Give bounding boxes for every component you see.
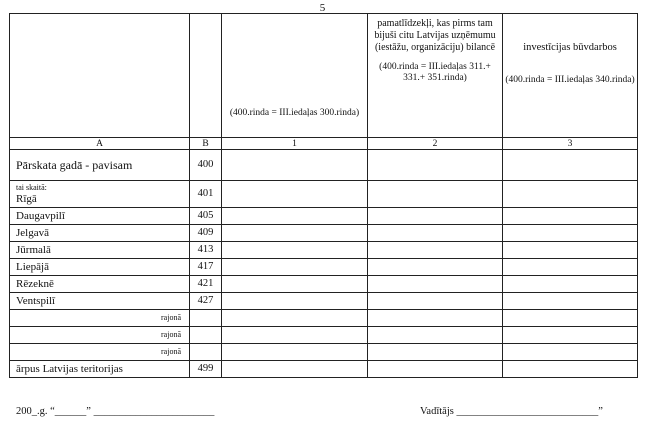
- column-letter: 3: [503, 138, 638, 150]
- row-code: 421: [190, 276, 222, 293]
- table-row: [10, 208, 638, 225]
- data-cell[interactable]: [368, 327, 503, 344]
- data-cell[interactable]: [222, 344, 368, 361]
- data-cell[interactable]: [368, 242, 503, 259]
- data-cell[interactable]: [368, 150, 503, 181]
- row-code: 405: [190, 208, 222, 225]
- data-cell[interactable]: [368, 208, 503, 225]
- column-letter: 2: [368, 138, 503, 150]
- table-row: [10, 242, 638, 259]
- row-name: ārpus Latvijas teritorijas: [10, 361, 190, 378]
- page-number: 5: [319, 2, 326, 14]
- data-cell[interactable]: [368, 344, 503, 361]
- column-letter: B: [190, 138, 222, 150]
- header-cell-b: [190, 14, 222, 138]
- column-letters-row: [10, 138, 638, 150]
- data-cell[interactable]: [222, 276, 368, 293]
- table-row: [10, 225, 638, 242]
- data-cell[interactable]: [222, 242, 368, 259]
- row-code: 499: [190, 361, 222, 378]
- data-cell[interactable]: [503, 293, 638, 310]
- data-cell[interactable]: [368, 225, 503, 242]
- data-cell[interactable]: [368, 361, 503, 378]
- date-line: 200_.g. “______” _______________________: [16, 406, 215, 417]
- row-code: 413: [190, 242, 222, 259]
- table-row: [10, 344, 638, 361]
- row-name: rajonā: [10, 310, 190, 327]
- data-cell[interactable]: [222, 310, 368, 327]
- data-cell[interactable]: [503, 208, 638, 225]
- data-cell[interactable]: [503, 327, 638, 344]
- header-cell-col3: [503, 14, 638, 138]
- data-cell[interactable]: [503, 150, 638, 181]
- row-name: Rīgā: [16, 193, 37, 205]
- data-cell[interactable]: [503, 242, 638, 259]
- data-cell[interactable]: [368, 276, 503, 293]
- table-row: [10, 150, 638, 181]
- row-code: 400: [190, 150, 222, 181]
- data-cell[interactable]: [222, 293, 368, 310]
- row-code: 427: [190, 293, 222, 310]
- statistics-form-table: [9, 13, 638, 378]
- data-cell[interactable]: [222, 150, 368, 181]
- row-code: 409: [190, 225, 222, 242]
- column-letter: A: [10, 138, 190, 150]
- data-cell[interactable]: [222, 208, 368, 225]
- data-cell[interactable]: [503, 361, 638, 378]
- data-cell[interactable]: [503, 310, 638, 327]
- row-name: Pārskata gadā - pavisam: [10, 150, 190, 181]
- table-row: [10, 259, 638, 276]
- row-code: 401: [190, 181, 222, 208]
- col3-formula: (400.rinda = III.iedaļas 340.rinda): [505, 75, 635, 85]
- header-cell-col2: [368, 14, 503, 138]
- data-cell[interactable]: [503, 259, 638, 276]
- row-code: [190, 310, 222, 327]
- row-name: rajonā: [10, 327, 190, 344]
- data-cell[interactable]: [222, 259, 368, 276]
- row-name: Ventspilī: [10, 293, 190, 310]
- table-row: [10, 310, 638, 327]
- data-cell[interactable]: [368, 293, 503, 310]
- row-name: Liepājā: [10, 259, 190, 276]
- header-row: [10, 14, 638, 138]
- table-row: [10, 181, 638, 208]
- row-name: Daugavpilī: [10, 208, 190, 225]
- col2-formula: (400.rinda = III.iedaļas 311.+ 331.+ 351.rinda): [379, 62, 491, 83]
- row-note: tai skaitā:: [16, 183, 47, 192]
- table-row: [10, 327, 638, 344]
- table-row: [10, 293, 638, 310]
- row-name: Jūrmalā: [10, 242, 190, 259]
- table-row: [10, 276, 638, 293]
- row-name: Jelgavā: [10, 225, 190, 242]
- data-cell[interactable]: [503, 225, 638, 242]
- data-cell[interactable]: [222, 361, 368, 378]
- column-letter: 1: [222, 138, 368, 150]
- header-cell-col1: [222, 14, 368, 138]
- row-name: Rēzeknē: [10, 276, 190, 293]
- table-row: [10, 361, 638, 378]
- header-cell-a: [10, 14, 190, 138]
- row-code: [190, 344, 222, 361]
- row-code: [190, 327, 222, 344]
- data-cell[interactable]: [503, 344, 638, 361]
- col3-title: investīcijas būvdarbos: [523, 42, 617, 53]
- data-cell[interactable]: [503, 181, 638, 208]
- data-cell[interactable]: [503, 276, 638, 293]
- data-cell[interactable]: [222, 181, 368, 208]
- signature-line: Vadītājs ___________________________”: [420, 406, 603, 417]
- data-cell[interactable]: [368, 259, 503, 276]
- row-code: 417: [190, 259, 222, 276]
- col2-title: pamatlīdzekļi, kas pirms tam bijuši citu Latvijas uzņēmumu (iestāžu, organizāciju) bilancē: [374, 18, 496, 53]
- data-cell[interactable]: [368, 181, 503, 208]
- col1-formula: (400.rinda = III.iedaļas 300.rinda): [229, 108, 360, 118]
- data-cell[interactable]: [368, 310, 503, 327]
- row-name: rajonā: [10, 344, 190, 361]
- data-cell[interactable]: [222, 327, 368, 344]
- row-name-cell: [10, 181, 190, 208]
- data-cell[interactable]: [222, 225, 368, 242]
